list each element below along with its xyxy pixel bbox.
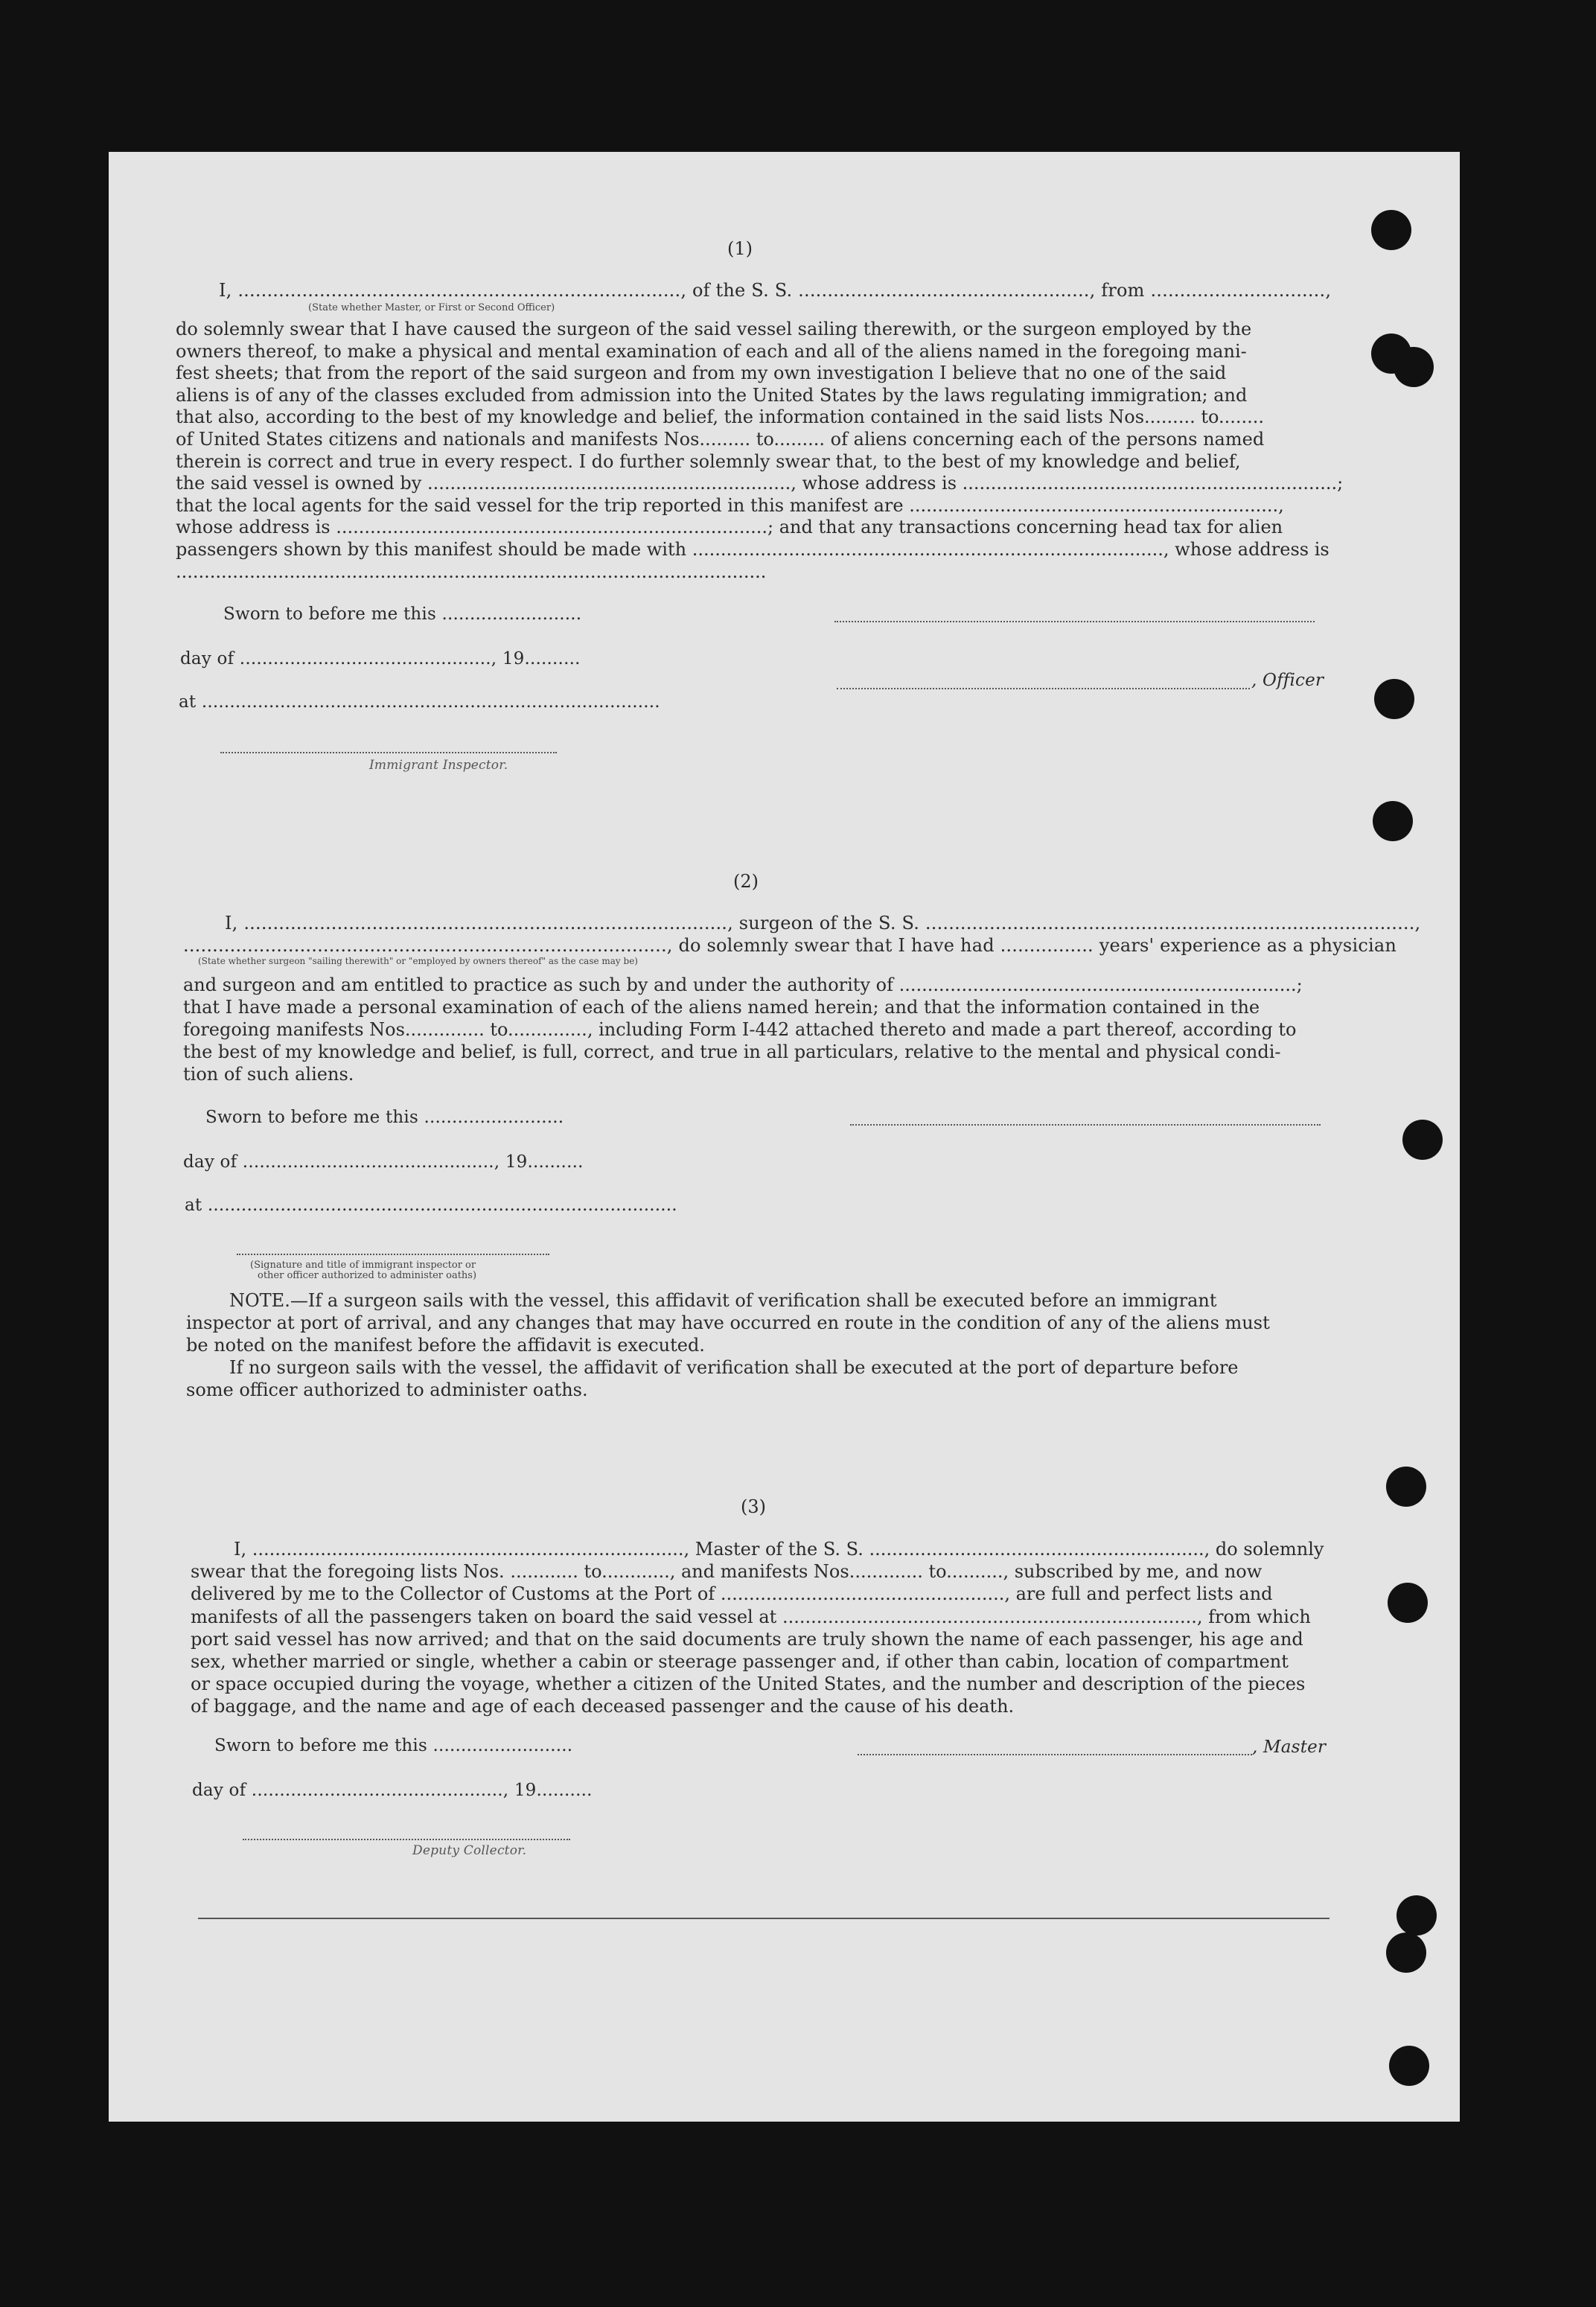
section-2-body [183, 974, 1449, 1085]
section-1-body-line: owners thereof, to make a physical and mental examination of each and all of the aliens named in the foregoing mani- [176, 340, 1247, 362]
punch-hole [1402, 1120, 1443, 1160]
section-2-caption: (State whether surgeon "sailing therewith" or "employed by owners thereof" as the case may be) [198, 956, 638, 966]
section-2-body-line: and surgeon and am entitled to practice as such by and under the authority of ......................................................................; [183, 974, 1303, 995]
punch-hole [1386, 1933, 1426, 1973]
section-1-at: at .................................................................................. [179, 692, 660, 712]
section-1-body-line: therein is correct and true in every respect. I do further solemnly swear that, to the best of my knowledge and belief, [176, 450, 1241, 472]
section-2-note-line: some officer authorized to administer oaths. [186, 1379, 588, 1400]
section-1-body-line: that the local agents for the said vessel for the trip reported in this manifest are ................................................................., [176, 494, 1284, 516]
punch-hole [1371, 210, 1411, 250]
section-2-sig-caption-1: (Signature and title of immigrant inspector or [250, 1260, 476, 1271]
section-1-body-line: of United States citizens and nationals and manifests Nos......... to......... of aliens concerning each of the persons named [176, 428, 1265, 450]
section-1-line1: I, ............................................................................, of the S. S. .................................................., from .............................., [219, 280, 1332, 301]
section-3-day: day of ............................................., 19.......... [192, 1781, 593, 1800]
section-2-note-line: NOTE.—If a surgeon sails with the vessel, this affidavit of verification shall be executed before an immigrant [229, 1290, 1217, 1311]
section-2-body-line: the best of my knowledge and belief, is full, correct, and true in all particulars, relative to the mental and physical condi- [183, 1041, 1281, 1062]
section-1-sworn: Sworn to before me this ......................... [223, 604, 582, 624]
section-2-note-line: be noted on the manifest before the affidavit is executed. [186, 1335, 705, 1356]
section-2-note [186, 1289, 1452, 1401]
section-3-body-line: manifests of all the passengers taken on board the said vessel at ........................................................................., from which [191, 1606, 1311, 1627]
section-2-at: at .................................................................................... [185, 1196, 677, 1215]
section-1-body-line: do solemnly swear that I have caused the surgeon of the said vessel sailing therewith, or the surgeon employed by the [176, 319, 1252, 339]
section-1-inspector-label: Immigrant Inspector. [369, 758, 508, 773]
section-3-body-line: of baggage, and the name and age of each deceased passenger and the cause of his death. [191, 1696, 1015, 1717]
section-1-officer-label: , Officer [1251, 671, 1324, 690]
section-1-body-line: passengers shown by this manifest should be made with ..................................................................................., whose address is [176, 538, 1330, 560]
punch-hole [1388, 1583, 1428, 1623]
section-1-body-line: fest sheets; that from the report of the said surgeon and from my own investigation I believe that no one of the said [176, 363, 1227, 384]
section-1-body-line: that also, according to the best of my knowledge and belief, the information contained in the said lists Nos......... to........ [176, 406, 1265, 428]
section-2-sig-caption-2: other officer authorized to administer oaths) [258, 1270, 477, 1281]
punch-hole [1389, 2046, 1429, 2086]
section-1-signature-line [834, 621, 1315, 622]
section-2-number: (2) [733, 871, 759, 892]
document-page [109, 152, 1460, 2122]
section-3-body [191, 1538, 1456, 1718]
section-1-inspector-line [220, 752, 557, 753]
section-3-body-line: port said vessel has now arrived; and that on the said documents are truly shown the name of each passenger, his age and [191, 1628, 1303, 1650]
section-3-body-line: I, ............................................................................, Master of the S. S. ..........................................................., do solemnly [234, 1539, 1324, 1560]
punch-hole [1396, 1895, 1437, 1936]
section-1-day: day of ............................................., 19.......... [180, 649, 581, 669]
section-2-body-line: foregoing manifests Nos.............. to.............., including Form I-442 attached thereto and made a part thereof, according to [183, 1019, 1297, 1040]
section-1-number: (1) [727, 238, 753, 259]
section-1-body [176, 319, 1441, 583]
section-2-note-line: If no surgeon sails with the vessel, the affidavit of verification shall be executed at the port of departure before [229, 1357, 1239, 1378]
section-3-number: (3) [741, 1496, 766, 1517]
section-3-body-line: sex, whether married or single, whether a cabin or steerage passenger and, if other than cabin, location of compartment [191, 1651, 1289, 1673]
section-2-body-line: tion of such aliens. [183, 1064, 354, 1085]
section-2-line1: I, ..................................................................................., surgeon of the S. S. ...................................................................................., [225, 913, 1421, 934]
section-3-body-line: swear that the foregoing lists Nos. ............ to............, and manifests Nos............. to.........., subscribed by me, and now [191, 1561, 1263, 1583]
section-2-note-line: inspector at port of arrival, and any changes that may have occurred en route in the condition of any of the aliens must [186, 1312, 1270, 1333]
section-1-caption: (State whether Master, or First or Second Officer) [308, 302, 555, 313]
section-3-signature-line [858, 1754, 1252, 1755]
punch-hole [1373, 801, 1413, 841]
section-2-day: day of ............................................., 19.......... [183, 1152, 584, 1172]
punch-hole [1386, 1467, 1426, 1507]
section-2-signature-line [850, 1124, 1321, 1126]
section-3-collector-label: Deputy Collector. [412, 1843, 527, 1858]
bottom-rule [198, 1918, 1330, 1919]
section-1-body-line: aliens is of any of the classes excluded from admission into the United States by the laws regulating immigration; and [176, 384, 1248, 406]
section-3-master-label: , Master [1252, 1738, 1327, 1757]
section-2-body-line: that I have made a personal examination of each of the aliens named herein; and that the information contained in the [183, 997, 1260, 1018]
section-1-officer-line [837, 688, 1250, 689]
section-2-line2: ..................................................................................., do solemnly swear that I have had ................ years' experience as a physician [183, 935, 1397, 956]
section-3-collector-line [243, 1839, 570, 1840]
section-3-body-line: or space occupied during the voyage, whether a citizen of the United States, and the number and description of the pieces [191, 1673, 1306, 1695]
section-1-body-line: ........................................................................................................ [176, 561, 767, 582]
section-2-inspector-line [237, 1254, 549, 1255]
punch-hole [1394, 347, 1434, 387]
punch-hole [1374, 679, 1414, 719]
section-3-body-line: delivered by me to the Collector of Customs at the Port of .................................................., are full and perfect lists and [191, 1583, 1273, 1605]
section-3-sworn: Sworn to before me this ......................... [214, 1736, 573, 1755]
section-1-body-line: whose address is ............................................................................; and that any transactions concerning head tax for alien [176, 517, 1283, 538]
section-2-sworn: Sworn to before me this ......................... [205, 1108, 564, 1127]
section-1-body-line: the said vessel is owned by ................................................................, whose address is ..................................................................; [176, 473, 1344, 494]
